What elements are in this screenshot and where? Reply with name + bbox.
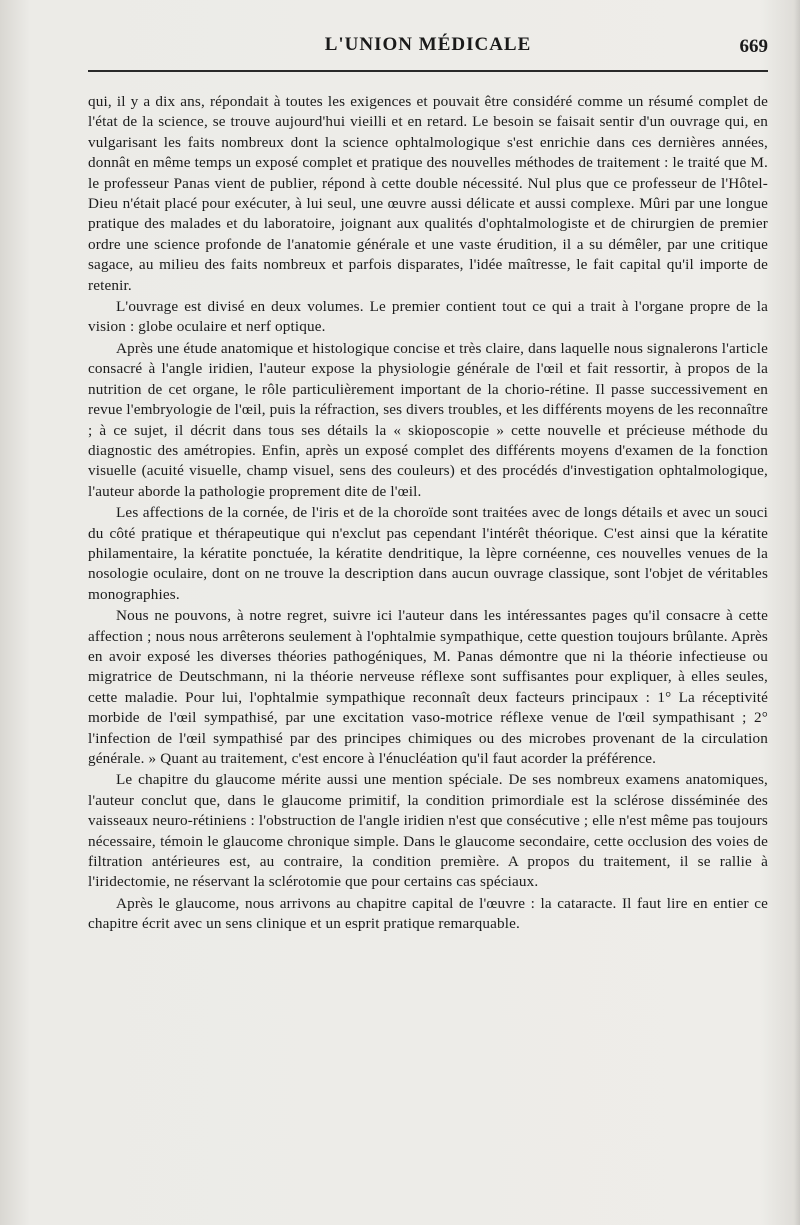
- header-rule: [88, 70, 768, 72]
- paragraph-sympathetic-ophthalmia: Nous ne pouvons, à notre regret, suivre ici l'auteur dans les intéressantes pages qu'il consacre à cette affection ; nous nous arrêterons seulement à l'ophtalmie sympathique, cette question toujours brûlante. Après en avoir exposé les diverses théories pathogéniques, M. Panas démontre que ni la théorie infectieuse ou migratrice de Deutschmann, ni la théorie nerveuse réflexe sont suffisantes pour expliquer, à elles seules, cette maladie. Pour lui, l'ophtalmie sympathique reconnaît deux facteurs principaux : 1° La réceptivité morbide de l'œil sympathisé, par une excitation vaso-motrice réflexe venue de l'œil sympathisant ; 2° l'infection de l'œil sympathisé par des principes chimiques ou des microbes provenant de la circulation générale. » Quant au traitement, c'est encore à l'énucléation qu'il faut acorder la préférence.: [88, 607, 768, 767]
- paragraph-cataract: Après le glaucome, nous arrivons au chapitre capital de l'œuvre : la cataracte. Il faut lire en entier ce chapitre écrit avec un sens clinique et un esprit pratique remarquable.: [88, 894, 768, 933]
- paragraph-cornea: Les affections de la cornée, de l'iris et de la choroïde sont traitées avec de longs détails et avec un souci du côté pratique et thérapeutique qui n'exclut pas cependant l'intérêt théorique. C'est ainsi que la kératite philamentaire, la kératite ponctuée, la kératite dendritique, la lèpre cornéenne, ces nouvelles venues de la nosologie oculaire, dont on ne trouve la description dans aucun ouvrage classique, sont l'objet de véritables monographies.: [88, 504, 768, 603]
- scan-edge-shadow: [794, 0, 800, 1225]
- paragraph-volumes: L'ouvrage est divisé en deux volumes. Le premier contient tout ce qui a trait à l'organe propre de la vision : globe oculaire et nerf optique.: [88, 298, 768, 336]
- page-number: 669: [739, 36, 768, 57]
- article-body: [88, 92, 768, 935]
- paragraph-anatomy: Après une étude anatomique et histologique concise et très claire, dans laquelle nous signalerons l'article consacré à l'angle iridien, l'auteur expose la physiologie générale de l'œil et fait ressortir, à propos de la nutrition de cet organe, le rôle particulièrement important de la chorio-rétine. Il passe successivement en revue l'embryologie de l'œil, puis la réfraction, ses divers troubles, et les différents moyens de les reconnaître ; à ce sujet, il décrit dans tous ses détails la « skioposcopie » cette nouvelle et précieuse méthode du diagnostic des amétropies. Enfin, après un exposé complet des différents moyens d'examen de la fonction visuelle (acuité visuelle, champ visuel, sens des couleurs) et des procédés d'investigation ophtalmologique, l'auteur aborde la pathologie proprement dite de l'œil.: [88, 339, 768, 500]
- page-header: [88, 34, 768, 64]
- paragraph-continuation: qui, il y a dix ans, répondait à toutes les exigences et pouvait être considéré comme un résumé complet de l'état de la science, se trouve aujourd'hui vieilli et en retard. Le besoin se faisait sentir d'un ouvrage qui, en vulgarisant les faits nombreux dont la science ophtalmologique s'est enrichie dans ces dernières années, donnât en même temps un exposé complet et pratique des nouvelles méthodes de traitement : le traité que M. le professeur Panas vient de publier, répond à cette double nécessité. Nul plus que ce professeur de l'Hôtel-Dieu n'était placé pour exécuter, à lui seul, une œuvre aussi délicate et aussi complexe. Mûri par une longue pratique des malades et du laboratoire, joignant aux qualités d'ophtalmologiste et de chirurgien de premier ordre une science profonde de l'anatomie générale et une vaste érudition, il a su démêler, par une critique sagace, au milieu des faits nombreux et parfois disparates, l'idée maîtresse, le fait capital qu'il importe de retenir.: [88, 93, 768, 294]
- running-title: L'UNION MÉDICALE: [324, 34, 532, 55]
- paragraph-glaucoma: Le chapitre du glaucome mérite aussi une mention spéciale. De ses nombreux examens anatomiques, l'auteur conclut que, dans le glaucome primitif, la condition primordiale est la sclérose disséminée des vaisseaux neuro-rétiniens : l'obstruction de l'angle iridien n'est que consécutive ; elle n'est même pas toujours nécessaire, témoin le glaucome chronique simple. Dans le glaucome secondaire, cette occlusion des voies de filtration antérieures est, au contraire, la condition première. A propos du traitement, il se rallie à l'iridectomie, ne réservant la sclérotomie que pour certains cas spéciaux.: [88, 771, 768, 891]
